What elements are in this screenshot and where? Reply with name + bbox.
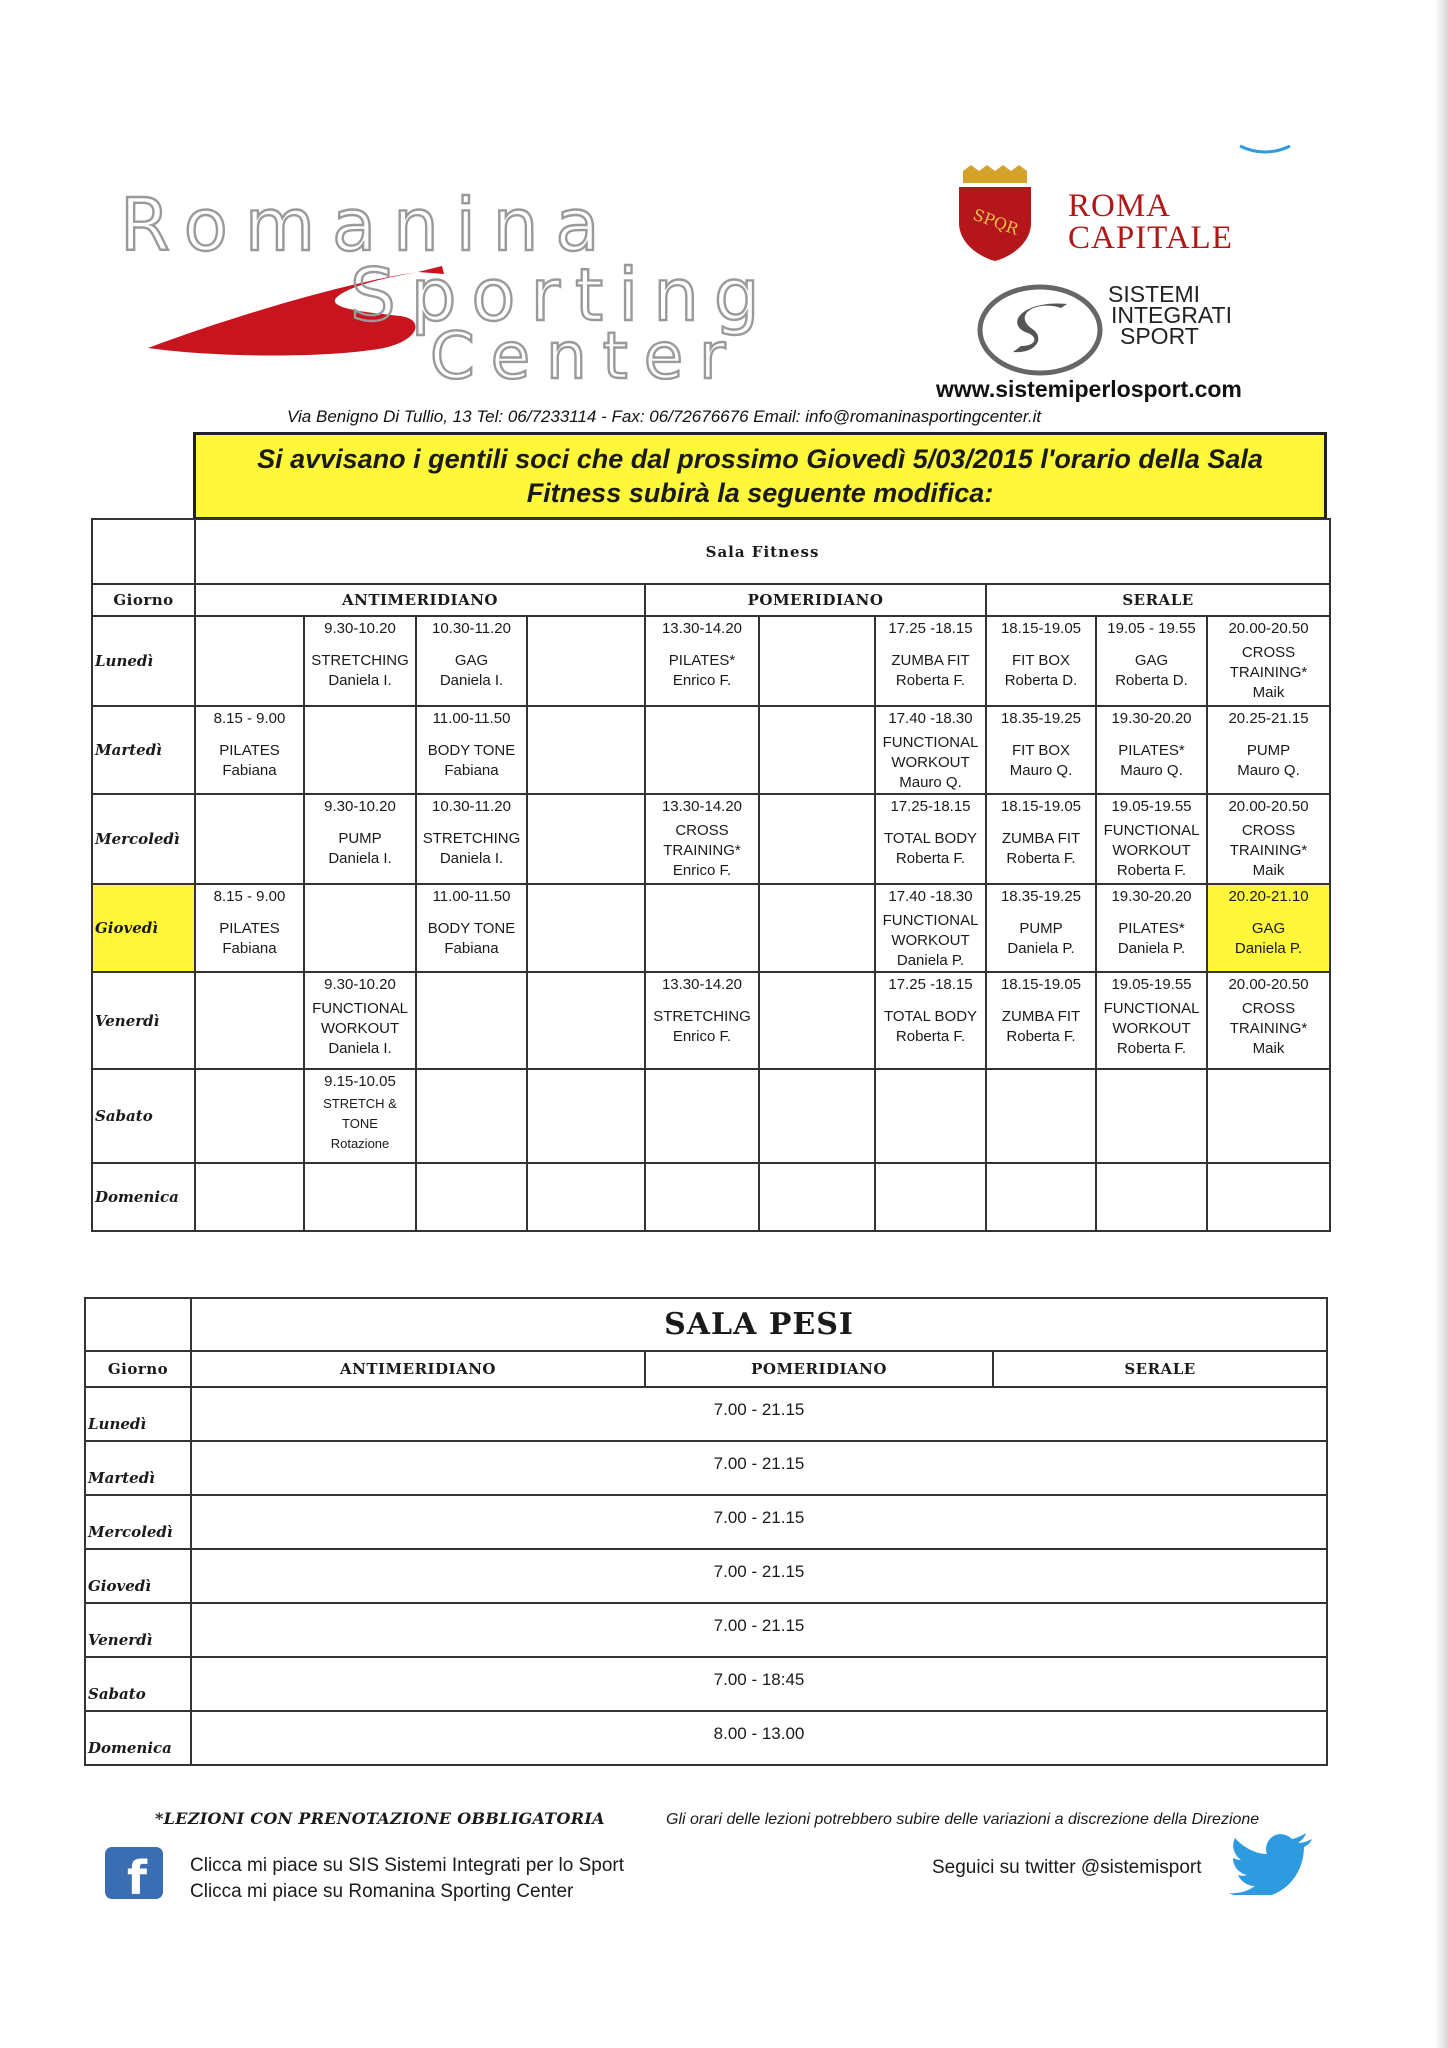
class-name: TOTAL BODY [883,830,978,847]
class-instructor: Roberta F. [1116,862,1187,879]
opening-hours: 7.00 - 21.15 [191,1549,1327,1603]
class-cell [875,884,986,972]
class-cell [304,616,416,706]
pesi-row [85,1657,1327,1711]
class-cell [304,706,416,794]
pesi-giorno-header: Giorno [85,1351,191,1387]
scan-edge-shadow [1434,0,1448,2048]
class-cell [416,706,527,794]
class-cell [1096,1163,1207,1231]
class-cell [759,706,875,794]
class-cell [527,1163,645,1231]
class-instructor: Fabiana [222,762,277,779]
class-name: TONE [342,1116,378,1131]
facebook-glyph: f [127,1851,148,1899]
class-time: 9.30-10.20 [324,620,396,637]
class-cell [645,1069,759,1163]
class-time: 13.30-14.20 [661,620,743,637]
class-cell [875,972,986,1069]
roma-capitale-text: ROMA CAPITALE [1068,188,1233,256]
class-cell [416,884,527,972]
class-cell [875,794,986,884]
class-name: PUMP [1019,920,1063,937]
class-name: CROSS [1241,644,1296,661]
class-instructor: Roberta F. [1006,1028,1076,1045]
class-name: PILATES [219,742,280,759]
class-name: STRETCHING [653,1008,751,1025]
class-time: 20.00-20.50 [1228,976,1309,993]
class-name: FUNCTIONAL [882,912,979,929]
day-label: Venerdì [85,1603,191,1657]
serale-header: SERALE [986,584,1330,616]
day-label: Martedì [92,706,195,794]
class-time: 19.05 - 19.55 [1107,620,1196,637]
class-cell [304,1163,416,1231]
class-time: 9.30-10.20 [324,798,396,815]
class-instructor: Rotazione [330,1136,390,1151]
romanina-sporting-center-logo [100,180,920,380]
class-name: FIT BOX [1011,742,1071,759]
class-cell [195,794,304,884]
fitness-title: Sala Fitness [195,519,1330,584]
antimeridiano-header: ANTIMERIDIANO [195,584,645,616]
fitness-row [92,884,1330,972]
class-name: STRETCHING [422,830,521,847]
day-label: Giovedì [92,884,195,972]
class-time: 8.15 - 9.00 [213,710,286,727]
class-cell [527,794,645,884]
class-cell [759,1163,875,1231]
class-cell [759,794,875,884]
class-cell [875,1163,986,1231]
class-cell [527,884,645,972]
facebook-like-text [190,1853,624,1905]
class-name: TRAINING* [663,842,741,859]
class-name: TRAINING* [1229,664,1308,681]
class-cell [986,794,1096,884]
twitter-bird-icon[interactable] [1228,1833,1314,1895]
class-name: WORKOUT [891,932,970,949]
class-cell [304,794,416,884]
class-name: ZUMBA FIT [1001,830,1081,847]
pesi-row [85,1603,1327,1657]
class-time: 10.30-11.20 [432,620,511,637]
pesi-serale-header: SERALE [993,1351,1327,1387]
class-cell [416,616,527,706]
class-cell [195,884,304,972]
class-cell [195,972,304,1069]
class-cell [416,972,527,1069]
class-instructor: Daniela P. [1117,940,1186,957]
class-time: 18.35-19.25 [1000,710,1082,727]
pesi-row [85,1441,1327,1495]
class-cell [527,616,645,706]
class-name: BODY TONE [427,920,516,937]
class-cell [645,794,759,884]
day-label: Giovedì [85,1549,191,1603]
giorno-header: Giorno [92,584,195,616]
twitter-follow-text[interactable]: Seguici su twitter @sistemisport [932,1857,1202,1878]
class-instructor: Daniela I. [328,850,392,867]
fitness-row [92,1069,1330,1163]
class-time: 11.00-11.50 [432,888,511,905]
day-label: Domenica [92,1163,195,1231]
opening-hours: 7.00 - 21.15 [191,1495,1327,1549]
class-time: 13.30-14.20 [661,798,743,815]
day-label: Mercoledì [92,794,195,884]
class-time: 17.40 -18.30 [888,888,973,905]
class-cell [1096,1069,1207,1163]
fitness-row [92,616,1330,706]
opening-hours: 7.00 - 21.15 [191,1387,1327,1441]
class-name: GAG [454,652,489,669]
class-name: BODY TONE [427,742,516,759]
class-name: GAG [1251,920,1286,937]
class-name: FIT BOX [1011,652,1071,669]
class-time: 17.25-18.15 [890,798,971,815]
class-cell [1207,1069,1330,1163]
crest-text: SPQR [970,204,1022,239]
facebook-icon[interactable] [105,1847,163,1899]
class-cell [645,616,759,706]
fitness-row [92,972,1330,1069]
class-instructor: Maik [1252,862,1285,879]
class-name: STRETCH & [323,1096,397,1111]
roma-crest-icon [945,165,1045,265]
class-cell [1207,884,1330,972]
class-cell [304,884,416,972]
class-time: 18.35-19.25 [1000,888,1082,905]
sala-fitness-table [91,518,1331,1232]
class-cell [986,616,1096,706]
class-time: 18.15-19.05 [1000,620,1082,637]
class-cell [195,1163,304,1231]
class-cell [1207,794,1330,884]
class-time: 17.25 -18.15 [888,620,973,637]
class-instructor: Roberta F. [895,672,966,689]
booking-required-note: *LEZIONI CON PRENOTAZIONE OBBLIGATORIA [155,1809,605,1828]
day-label: Lunedì [85,1387,191,1441]
class-cell [1096,794,1207,884]
class-instructor: Roberta F. [1006,850,1076,867]
class-instructor: Fabiana [444,762,499,779]
class-instructor: Roberta F. [895,1028,966,1045]
class-name: CROSS [1241,822,1296,839]
class-name: WORKOUT [1112,842,1191,859]
class-cell [304,972,416,1069]
class-instructor: Mauro Q. [1237,762,1300,779]
day-label: Mercoledì [85,1495,191,1549]
class-instructor: Fabiana [444,940,499,957]
fb-like-romanina[interactable]: Clicca mi piace su Romanina Sporting Center [190,1881,574,1902]
fitness-row [92,794,1330,884]
class-cell [527,972,645,1069]
class-cell [1207,972,1330,1069]
class-instructor: Enrico F. [672,1028,732,1045]
class-instructor: Maik [1252,1040,1285,1057]
class-name: CROSS [675,822,729,839]
class-time: 17.40 -18.30 [888,710,973,727]
class-name: CROSS [1241,1000,1296,1017]
day-label: Martedì [85,1441,191,1495]
class-cell [1207,1163,1330,1231]
pesi-row [85,1549,1327,1603]
class-cell [416,1069,527,1163]
class-name: PUMP [1246,742,1291,759]
class-cell [986,1163,1096,1231]
class-name: WORKOUT [320,1020,400,1037]
pesi-row [85,1495,1327,1549]
class-cell [645,972,759,1069]
class-time: 17.25 -18.15 [888,976,973,993]
class-name: FUNCTIONAL [312,1000,408,1017]
class-name: TRAINING* [1229,842,1308,859]
class-cell [645,1163,759,1231]
class-instructor: Daniela I. [328,672,392,689]
class-name: PILATES* [668,652,736,669]
class-cell [416,1163,527,1231]
sistemi-integrati-text: SISTEMI INTEGRATI SPORT [1108,281,1232,349]
class-time: 9.30-10.20 [324,976,396,993]
logo-line-center: Center [430,320,742,380]
class-cell [986,972,1096,1069]
class-cell [195,706,304,794]
opening-hours: 7.00 - 18:45 [191,1657,1327,1711]
day-label: Sabato [92,1069,195,1163]
sistemi-integrati-logo-icon [975,280,1105,380]
website-link[interactable]: www.sistemiperlosport.com [936,376,1242,402]
pesi-row [85,1711,1327,1765]
class-instructor: Daniela I. [439,850,504,867]
class-cell [875,1069,986,1163]
class-time: 11.00-11.50 [432,710,511,727]
class-cell [875,616,986,706]
sala-pesi-table [84,1297,1328,1766]
day-label: Venerdì [92,972,195,1069]
class-name: PILATES* [1118,920,1185,937]
class-instructor: Daniela P. [1234,940,1303,957]
class-time: 20.00-20.50 [1228,798,1309,815]
opening-hours: 7.00 - 21.15 [191,1441,1327,1495]
class-name: WORKOUT [1112,1020,1191,1037]
class-cell [759,884,875,972]
class-cell [195,616,304,706]
class-instructor: Maik [1252,684,1285,701]
class-cell [875,706,986,794]
class-time: 20.00-20.50 [1228,620,1309,637]
class-name: PILATES* [1118,742,1185,759]
class-time: 19.30-20.20 [1111,710,1192,727]
class-cell [759,972,875,1069]
class-cell [1096,884,1207,972]
class-instructor: Mauro Q. [899,774,962,791]
class-name: TRAINING* [1229,1020,1308,1037]
fb-like-sis[interactable]: Clicca mi piace su SIS Sistemi Integrati per lo Sport [190,1855,625,1876]
class-instructor: Roberta F. [1116,1040,1187,1057]
class-cell [527,1069,645,1163]
pesi-row [85,1387,1327,1441]
class-cell [986,706,1096,794]
class-instructor: Fabiana [222,940,277,957]
class-cell [986,1069,1096,1163]
day-label: Sabato [85,1657,191,1711]
class-instructor: Mauro Q. [1120,762,1183,779]
class-cell [1096,616,1207,706]
class-cell [1207,616,1330,706]
class-time: 18.15-19.05 [1000,976,1082,993]
class-name: FUNCTIONAL [882,734,979,751]
class-time: 19.05-19.55 [1111,798,1192,815]
class-name: PUMP [338,830,382,847]
day-label: Lunedì [92,616,195,706]
class-time: 20.20-21.10 [1228,888,1309,905]
contact-address: Via Benigno Di Tullio, 13 Tel: 06/7233114 - Fax: 06/72676676 Email: info@romaninasportingcenter.it [287,407,1042,426]
class-name: FUNCTIONAL [1103,822,1200,839]
class-instructor: Roberta D. [1115,672,1188,689]
pesi-title: SALA PESI [191,1298,1327,1351]
schedule-disclaimer: Gli orari delle lezioni potrebbero subire delle variazioni a discrezione della Direzione [666,1811,1260,1828]
class-cell [304,1069,416,1163]
class-cell [759,616,875,706]
pesi-antimeridiano-header: ANTIMERIDIANO [191,1351,645,1387]
class-time: 13.30-14.20 [661,976,743,993]
class-instructor: Roberta D. [1004,672,1078,689]
class-cell [1096,972,1207,1069]
day-label: Domenica [85,1711,191,1765]
class-cell [1096,706,1207,794]
class-cell [195,1069,304,1163]
class-name: TOTAL BODY [883,1008,978,1025]
class-cell [759,1069,875,1163]
class-instructor: Daniela P. [896,952,965,969]
class-name: PILATES [219,920,280,937]
class-cell [645,884,759,972]
class-time: 20.25-21.15 [1228,710,1309,727]
fitness-row [92,1163,1330,1231]
schedule-change-notice: Si avvisano i gentili soci che dal prossimo Giovedì 5/03/2015 l'orario della Sala Fitness subirà la seguente modifica: [193,432,1327,520]
logo-line-romanina: Romanina [120,183,617,267]
class-instructor: Enrico F. [672,862,732,879]
pesi-corner-cell [85,1298,191,1351]
class-name: GAG [1134,652,1169,669]
fitness-corner-cell [92,519,195,584]
class-instructor: Roberta F. [895,850,966,867]
class-instructor: Enrico F. [672,672,732,689]
logo-line-sporting: Sporting [350,253,775,337]
class-time: 19.05-19.55 [1111,976,1192,993]
class-name: ZUMBA FIT [891,652,970,669]
class-time: 19.30-20.20 [1111,888,1192,905]
pesi-pomeridiano-header: POMERIDIANO [645,1351,993,1387]
class-name: ZUMBA FIT [1001,1008,1081,1025]
class-instructor: Mauro Q. [1009,762,1073,779]
class-cell [986,884,1096,972]
class-time: 8.15 - 9.00 [213,888,286,905]
class-instructor: Daniela I. [439,672,504,689]
class-cell [1207,706,1330,794]
pomeridiano-header: POMERIDIANO [645,584,986,616]
class-time: 9.15-10.05 [324,1073,396,1090]
class-cell [527,706,645,794]
class-name: WORKOUT [891,754,970,771]
class-name: FUNCTIONAL [1103,1000,1200,1017]
class-instructor: Daniela P. [1007,940,1075,957]
class-cell [416,794,527,884]
opening-hours: 7.00 - 21.15 [191,1603,1327,1657]
class-instructor: Daniela I. [328,1040,392,1057]
class-time: 10.30-11.20 [432,798,511,815]
class-name: STRETCHING [311,652,409,669]
decorative-blue-stroke [1238,144,1292,156]
opening-hours: 8.00 - 13.00 [191,1711,1327,1765]
fitness-row [92,706,1330,794]
class-cell [645,706,759,794]
class-time: 18.15-19.05 [1000,798,1082,815]
